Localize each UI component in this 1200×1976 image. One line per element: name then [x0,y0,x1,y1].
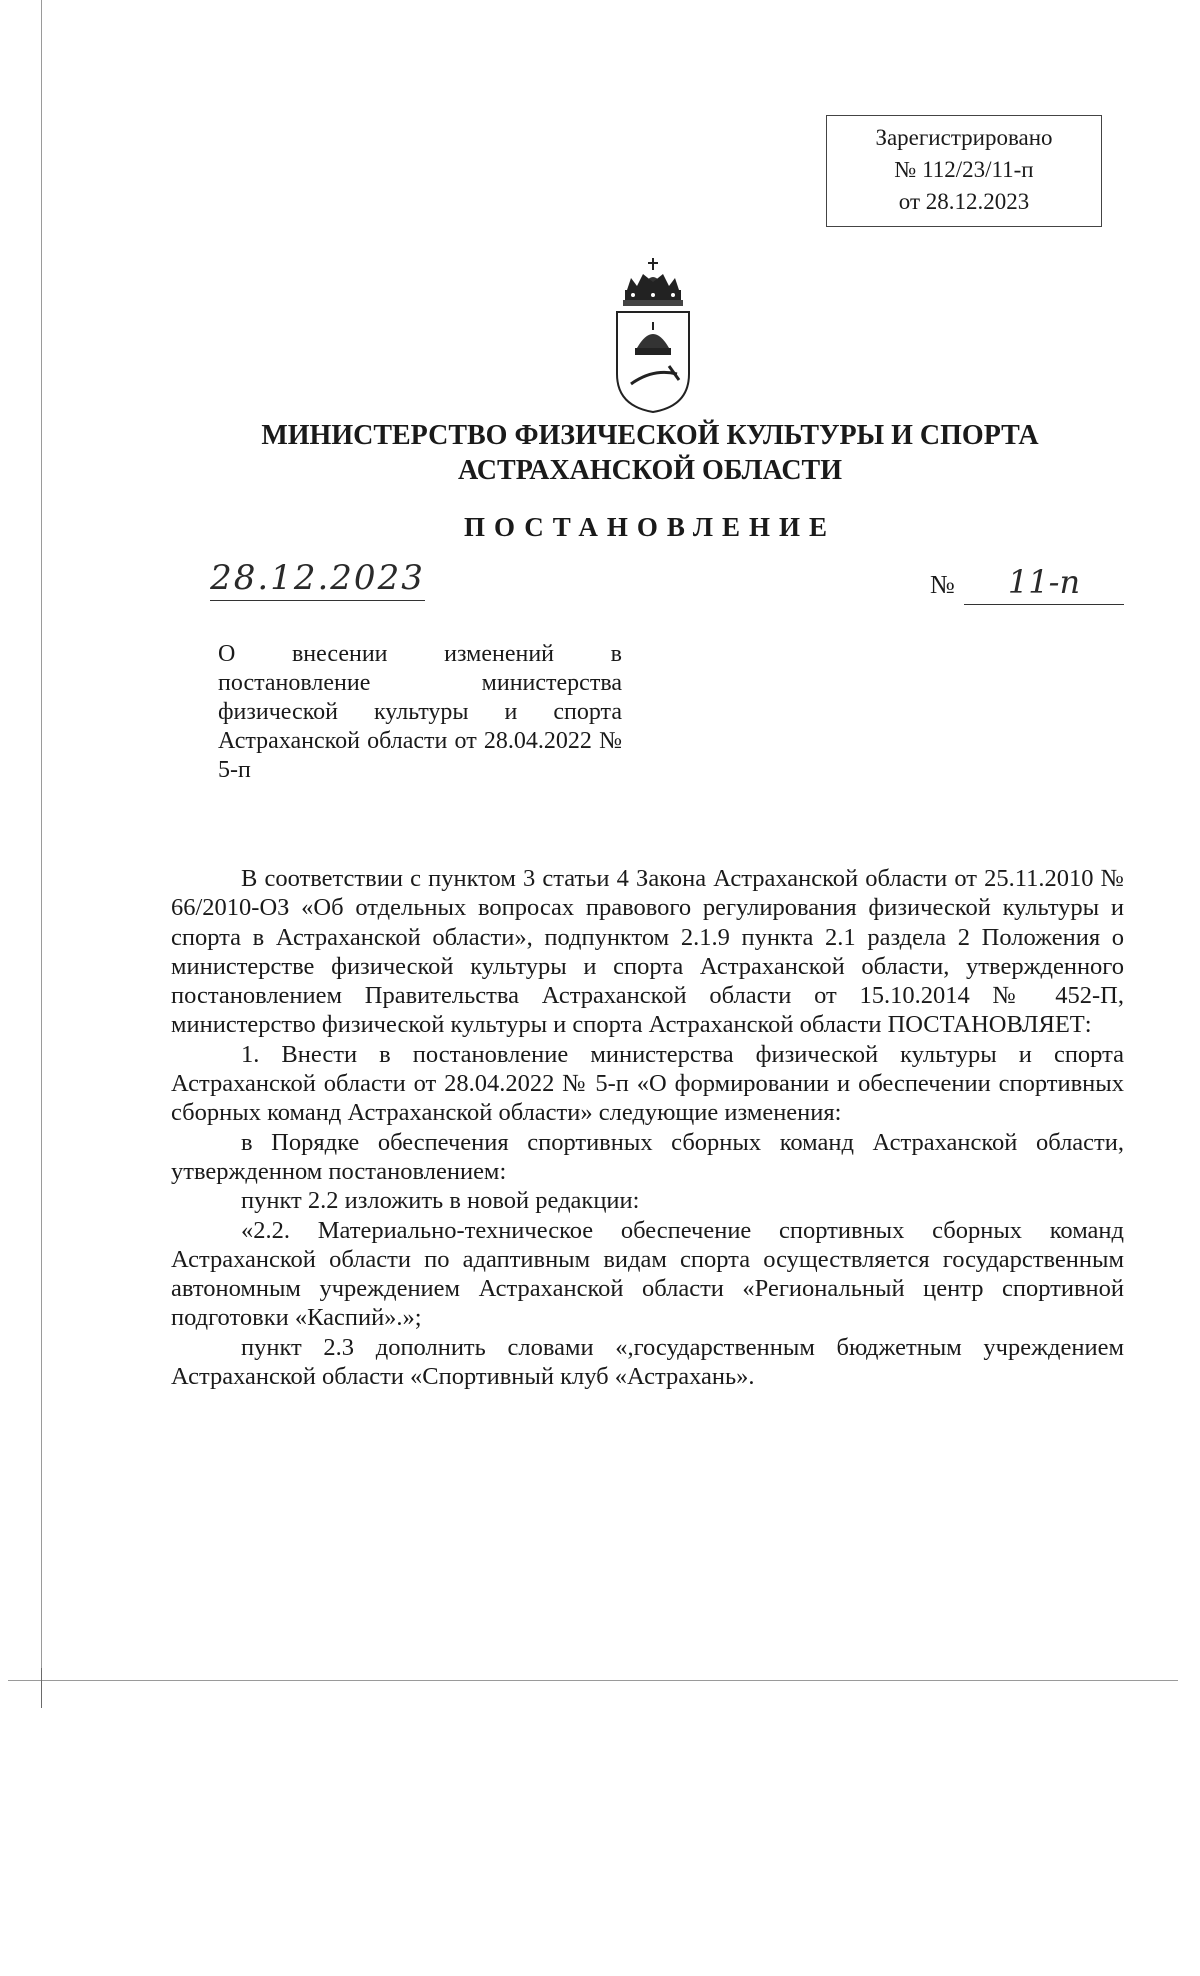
paragraph-clause-2-2-text: «2.2. Материально-техническое обеспечение спортивных сборных команд Астраханской области по адаптивным видам спорта осуществляется государственным автономным учреждением Астраханской области «Региональный центр спортивной подготовки «Каспий».»; [171,1216,1124,1332]
registration-date: от 28.12.2023 [898,189,1030,214]
registration-number: № 112/23/11-п [894,157,1034,182]
document-body [171,864,1124,1391]
paragraph-procedure: в Порядке обеспечения спортивных сборных команд Астраханской области, утвержденном постановлением: [171,1128,1124,1185]
document-type: ПОСТАНОВЛЕНИЕ [463,512,837,542]
paragraph-item-1: 1. Внести в постановление министерства физической культуры и спорта Астраханской области от 28.04.2022 № 5-п «О формировании и обеспечении спортивных сборных команд Астраханской области» следующие изменения: [171,1040,1124,1127]
number-sign: № [930,570,955,599]
ministry-name-line2: АСТРАХАНСКОЙ ОБЛАСТИ [457,455,843,486]
ministry-name-line1: МИНИСТЕРСТВО ФИЗИЧЕСКОЙ КУЛЬТУРЫ И СПОРТА [261,420,1039,451]
ministry-name [160,418,1140,488]
handwritten-date: 28.12.2023 [210,556,425,601]
scan-edge-line [41,0,42,1706]
handwritten-number: 11-п [964,560,1124,605]
registration-stamp [826,115,1102,227]
scan-fold-line [8,1680,1178,1681]
scan-margin-tick [41,1668,42,1708]
astrakhan-coat-of-arms-icon [613,256,693,416]
registration-label: Зарегистрировано [875,125,1053,150]
document-subject: О внесении изменений в постановление министерства физической культуры и спорта Астраханской области от 28.04.2022 № 5-п [218,641,622,783]
paragraph-clause-2-3: пункт 2.3 дополнить словами «,государственным бюджетным учреждением Астраханской области «Спортивный клуб «Астрахань». [171,1333,1124,1391]
paragraph-clause-2-2-intro: пункт 2.2 изложить в новой редакции: [241,1187,640,1215]
paragraph-preamble: В соответствии с пунктом 3 статьи 4 Закона Астраханской области от 25.11.2010 № 66/2010-ОЗ «Об отдельных вопросах правового регулирования физической культуры и спорта в Астраханской области», подпунктом 2.1.9 пункта 2.1 раздела 2 Положения о министерстве физической культуры и спорта Астраханской области, утвержденного постановлением Правительства Астраханской области от 15.10.2014 № 452-П, министерство физической культуры и спорта Астраханской области ПОСТАНОВЛЯЕТ: [171,865,1124,1039]
